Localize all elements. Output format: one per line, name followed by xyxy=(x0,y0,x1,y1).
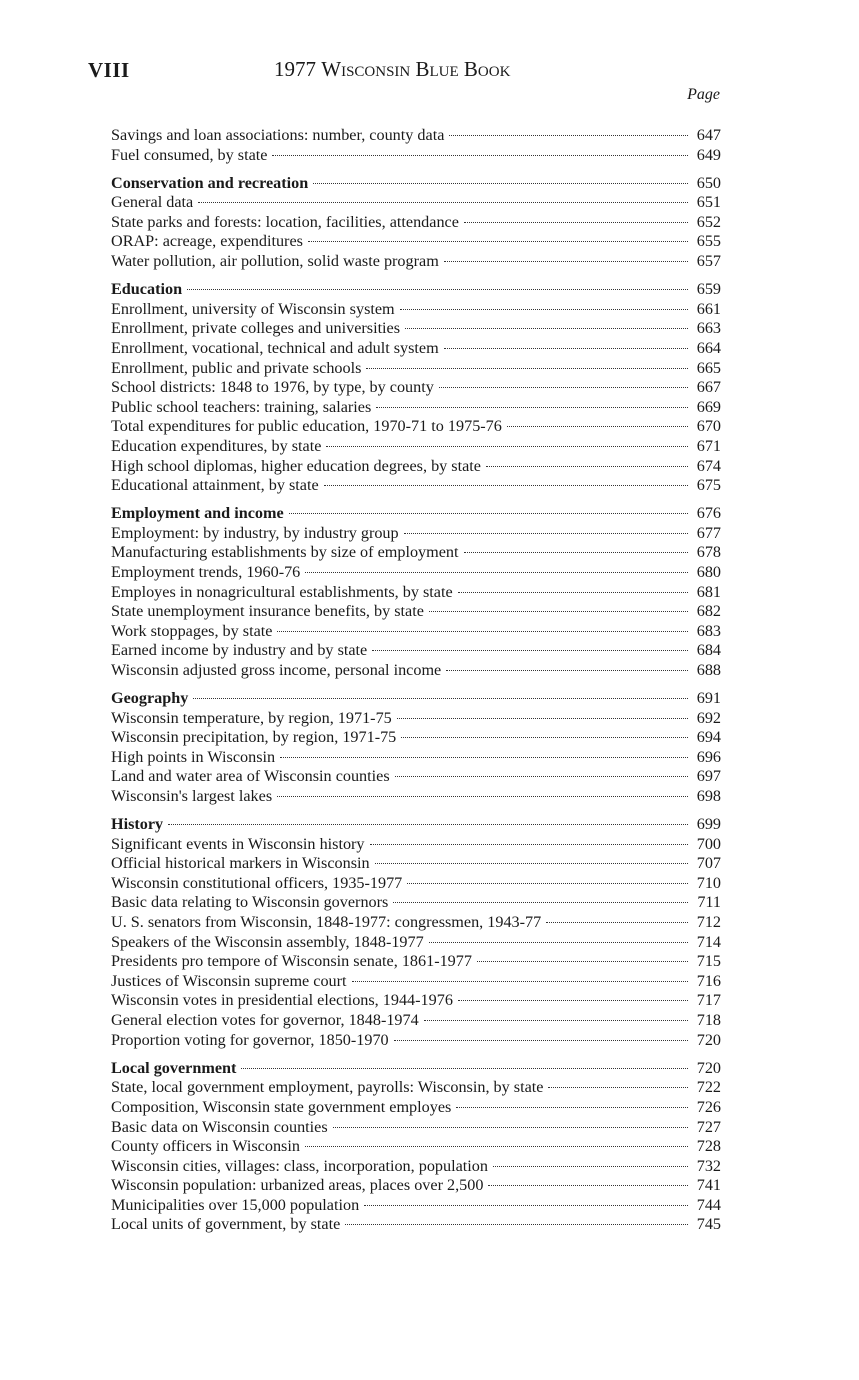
toc-entry xyxy=(111,359,721,379)
toc-entry-label: Basic data on Wisconsin counties xyxy=(111,1117,328,1136)
toc-entry-label: Public school teachers: training, salaries xyxy=(111,397,372,416)
toc-entry-label: Wisconsin precipitation, by region, 1971-75 xyxy=(111,728,397,747)
toc-page-number: 697 xyxy=(696,767,721,786)
dot-leader xyxy=(333,1127,688,1128)
toc-entry xyxy=(111,398,721,418)
toc-entry-label: Basic data relating to Wisconsin governors xyxy=(111,893,389,912)
toc-entry-label: School districts: 1848 to 1976, by type, by county xyxy=(111,378,434,397)
toc-entry-label: Employment: by industry, by industry group xyxy=(111,523,399,542)
toc-page-number: 696 xyxy=(696,747,721,766)
toc-page-number: 682 xyxy=(696,602,721,621)
toc-page-number: 684 xyxy=(696,641,721,660)
toc-entry-label: General election votes for governor, 1848-1974 xyxy=(111,1011,419,1030)
toc-entry-label: Composition, Wisconsin state government employes xyxy=(111,1097,452,1116)
toc-page-number: 717 xyxy=(696,991,721,1010)
toc-page-number: 711 xyxy=(697,893,721,912)
toc-section-heading xyxy=(111,280,721,300)
toc-entry-label: Presidents pro tempore of Wisconsin senate, 1861-1977 xyxy=(111,952,472,971)
dot-leader xyxy=(424,1020,688,1021)
toc-page-number: 683 xyxy=(696,621,721,640)
toc-entry xyxy=(111,748,721,768)
dot-leader xyxy=(352,981,688,982)
toc-entry-label: ORAP: acreage, expenditures xyxy=(111,232,303,251)
toc-entry-label: U. S. senators from Wisconsin, 1848-1977: congressmen, 1943-77 xyxy=(111,913,542,932)
toc-page-number: 720 xyxy=(696,1058,721,1077)
toc-entry xyxy=(111,641,721,661)
toc-entry xyxy=(111,232,721,252)
roman-page-number: VIII xyxy=(88,58,130,82)
toc-page-number: 680 xyxy=(696,562,721,581)
toc-page-number: 722 xyxy=(696,1078,721,1097)
toc-entry xyxy=(111,563,721,583)
toc-entry xyxy=(111,991,721,1011)
dot-leader xyxy=(493,1166,688,1167)
toc-entry xyxy=(111,146,721,166)
toc-entry-label: Wisconsin votes in presidential elections, 1944-1976 xyxy=(111,991,453,1010)
toc-entry xyxy=(111,524,721,544)
toc-section-heading xyxy=(111,1059,721,1079)
dot-leader xyxy=(372,650,688,651)
toc-heading-label: Geography xyxy=(111,689,189,708)
toc-page-number: 681 xyxy=(696,582,721,601)
toc-page-number: 712 xyxy=(696,913,721,932)
toc-page-number: 651 xyxy=(696,193,721,212)
toc-entry-label: Earned income by industry and by state xyxy=(111,641,368,660)
dot-leader xyxy=(458,592,688,593)
toc-page-number: 745 xyxy=(696,1215,721,1234)
toc-entry xyxy=(111,1118,721,1138)
toc-entry xyxy=(111,1098,721,1118)
toc-entry xyxy=(111,319,721,339)
toc-entry-label: Significant events in Wisconsin history xyxy=(111,834,365,853)
toc-entry xyxy=(111,252,721,272)
dot-leader xyxy=(345,1224,688,1225)
toc-page-number: 650 xyxy=(696,173,721,192)
toc-page-number: 699 xyxy=(696,815,721,834)
toc-entry-label: Total expenditures for public education, 1970-71 to 1975-76 xyxy=(111,417,502,436)
toc-page-number: 692 xyxy=(696,708,721,727)
dot-leader xyxy=(277,796,688,797)
dot-leader xyxy=(375,863,688,864)
dot-leader xyxy=(439,387,688,388)
toc-page-number: 714 xyxy=(696,932,721,951)
dot-leader xyxy=(429,611,688,612)
toc-page-number: 726 xyxy=(696,1097,721,1116)
dot-leader xyxy=(488,1185,688,1186)
dot-leader xyxy=(477,961,688,962)
dot-leader xyxy=(364,1205,688,1206)
page-column-label: Page xyxy=(687,86,720,103)
toc-page-number: 649 xyxy=(696,145,721,164)
toc-entry xyxy=(111,709,721,729)
dot-leader xyxy=(444,261,688,262)
dot-leader xyxy=(305,572,688,573)
toc-heading-label: Education xyxy=(111,280,183,299)
toc-page-number: 671 xyxy=(696,436,721,455)
toc-entry xyxy=(111,378,721,398)
dot-leader xyxy=(393,902,688,903)
dot-leader xyxy=(193,698,688,699)
toc-entry xyxy=(111,1011,721,1031)
toc-page-number: 716 xyxy=(696,971,721,990)
toc-section xyxy=(111,689,721,807)
toc-page-number: 647 xyxy=(696,126,721,144)
toc-heading-label: Conservation and recreation xyxy=(111,173,309,192)
toc-page-number: 707 xyxy=(696,854,721,873)
toc-page-number: 665 xyxy=(696,358,721,377)
toc-entry xyxy=(111,1078,721,1098)
dot-leader xyxy=(404,533,688,534)
dot-leader xyxy=(548,1087,688,1088)
toc-page-number: 718 xyxy=(696,1011,721,1030)
toc-entry xyxy=(111,1215,721,1235)
toc-entry xyxy=(111,543,721,563)
toc-entry xyxy=(111,972,721,992)
toc-entry xyxy=(111,417,721,437)
toc-entry-label: Wisconsin's largest lakes xyxy=(111,787,273,805)
toc-section-heading xyxy=(111,689,721,709)
toc-page-number: 710 xyxy=(696,873,721,892)
toc-entry-label: Work stoppages, by state xyxy=(111,621,273,640)
toc-entry xyxy=(111,661,721,681)
toc-section xyxy=(111,174,721,272)
toc-page-number: 741 xyxy=(696,1176,721,1195)
toc-section xyxy=(111,280,721,496)
toc-heading-label: History xyxy=(111,815,164,834)
toc-entry-label: Municipalities over 15,000 population xyxy=(111,1195,360,1214)
toc-entry xyxy=(111,1137,721,1157)
toc-entry-label: Wisconsin population: urbanized areas, places over 2,500 xyxy=(111,1176,484,1195)
table-of-contents xyxy=(111,126,721,1244)
toc-page-number: 675 xyxy=(696,476,721,495)
toc-entry-label: Enrollment, vocational, technical and adult system xyxy=(111,338,439,357)
toc-entry xyxy=(111,437,721,457)
toc-page-number: 688 xyxy=(696,660,721,679)
toc-entry-label: Enrollment, private colleges and universities xyxy=(111,319,401,338)
dot-leader xyxy=(429,942,688,943)
toc-entry-label: General data xyxy=(111,193,194,212)
toc-page-number: 677 xyxy=(696,523,721,542)
toc-entry-label: Proportion voting for governor, 1850-1970 xyxy=(111,1030,389,1049)
toc-entry xyxy=(111,728,721,748)
toc-entry-label: State, local government employment, payrolls: Wisconsin, by state xyxy=(111,1078,544,1097)
dot-leader xyxy=(308,241,688,242)
toc-page-number: 694 xyxy=(696,728,721,747)
toc-page-number: 663 xyxy=(696,319,721,338)
toc-entry xyxy=(111,300,721,320)
toc-entry-label: Justices of Wisconsin supreme court xyxy=(111,971,347,990)
toc-page-number: 655 xyxy=(696,232,721,251)
toc-entry xyxy=(111,1196,721,1216)
dot-leader xyxy=(444,348,688,349)
dot-leader xyxy=(168,824,688,825)
dot-leader xyxy=(464,222,688,223)
dot-leader xyxy=(277,631,688,632)
dot-leader xyxy=(400,309,688,310)
dot-leader xyxy=(456,1107,688,1108)
running-title-year: 1977 xyxy=(274,57,316,81)
toc-page-number: 657 xyxy=(696,252,721,271)
toc-page-number: 727 xyxy=(696,1117,721,1136)
toc-entry xyxy=(111,1176,721,1196)
toc-entry-label: Employes in nonagricultural establishments, by state xyxy=(111,582,453,601)
toc-page-number: 728 xyxy=(696,1137,721,1156)
dot-leader xyxy=(507,426,688,427)
toc-section-heading xyxy=(111,174,721,194)
toc-entry xyxy=(111,933,721,953)
toc-entry-label: Speakers of the Wisconsin assembly, 1848-1977 xyxy=(111,932,424,951)
toc-entry-label: State unemployment insurance benefits, by state xyxy=(111,602,424,621)
toc-heading-label: Local government xyxy=(111,1058,237,1077)
dot-leader xyxy=(198,202,688,203)
toc-entry-label: Water pollution, air pollution, solid waste program xyxy=(111,252,439,271)
dot-leader xyxy=(486,466,688,467)
toc-entry-label: Education expenditures, by state xyxy=(111,436,322,455)
toc-entry xyxy=(111,339,721,359)
toc-entry-label: High points in Wisconsin xyxy=(111,747,276,766)
toc-section xyxy=(111,815,721,1050)
toc-entry xyxy=(111,787,721,807)
toc-section-heading xyxy=(111,815,721,835)
toc-entry xyxy=(111,476,721,496)
toc-entry-label: Official historical markers in Wisconsin xyxy=(111,854,370,873)
toc-page-number: 667 xyxy=(696,378,721,397)
dot-leader xyxy=(241,1068,688,1069)
toc-entry-label: High school diplomas, higher education degrees, by state xyxy=(111,456,481,475)
toc-entry xyxy=(111,1157,721,1177)
toc-entry-label: State parks and forests: location, facilities, attendance xyxy=(111,212,459,231)
toc-entry xyxy=(111,893,721,913)
toc-entry xyxy=(111,952,721,972)
toc-page-number: 678 xyxy=(696,543,721,562)
toc-entry-label: Employment trends, 1960-76 xyxy=(111,562,301,581)
toc-section xyxy=(111,126,721,165)
toc-entry xyxy=(111,126,721,146)
toc-entry-label: Manufacturing establishments by size of employment xyxy=(111,543,459,562)
dot-leader xyxy=(405,328,688,329)
toc-entry-label: Enrollment, university of Wisconsin system xyxy=(111,299,395,318)
toc-page-number: 700 xyxy=(696,834,721,853)
dot-leader xyxy=(464,552,688,553)
toc-entry xyxy=(111,193,721,213)
dot-leader xyxy=(272,155,688,156)
dot-leader xyxy=(324,485,688,486)
toc-entry-label: Savings and loan associations: number, county data xyxy=(111,126,445,144)
toc-entry-label: Land and water area of Wisconsin counties xyxy=(111,767,390,786)
dot-leader xyxy=(280,757,688,758)
dot-leader xyxy=(370,844,688,845)
toc-entry xyxy=(111,767,721,787)
dot-leader xyxy=(407,883,688,884)
toc-heading-label: Employment and income xyxy=(111,504,284,523)
dot-leader xyxy=(397,718,688,719)
toc-section-heading xyxy=(111,504,721,524)
running-title-name: Wisconsin Blue Book xyxy=(321,57,511,81)
toc-entry-label: Wisconsin adjusted gross income, personal income xyxy=(111,660,442,679)
toc-page-number: 670 xyxy=(696,417,721,436)
toc-page-number: 676 xyxy=(696,504,721,523)
toc-page-number: 698 xyxy=(696,787,721,805)
dot-leader xyxy=(326,446,688,447)
toc-page-number: 664 xyxy=(696,338,721,357)
dot-leader xyxy=(289,513,688,514)
dot-leader xyxy=(305,1146,688,1147)
toc-page-number: 652 xyxy=(696,212,721,231)
toc-section xyxy=(111,504,721,680)
dot-leader xyxy=(546,922,688,923)
toc-entry-label: Local units of government, by state xyxy=(111,1215,341,1234)
toc-entry xyxy=(111,854,721,874)
toc-entry xyxy=(111,457,721,477)
toc-page-number: 720 xyxy=(696,1030,721,1049)
toc-entry-label: Educational attainment, by state xyxy=(111,476,319,495)
dot-leader xyxy=(458,1000,688,1001)
toc-entry xyxy=(111,583,721,603)
toc-page-number: 744 xyxy=(696,1195,721,1214)
toc-page-number: 661 xyxy=(696,299,721,318)
dot-leader xyxy=(366,368,688,369)
toc-entry-label: Wisconsin temperature, by region, 1971-75 xyxy=(111,708,392,727)
toc-entry-label: Wisconsin constitutional officers, 1935-1977 xyxy=(111,873,403,892)
toc-entry xyxy=(111,913,721,933)
toc-page-number: 674 xyxy=(696,456,721,475)
toc-entry-label: Fuel consumed, by state xyxy=(111,145,268,164)
toc-page-number: 669 xyxy=(696,397,721,416)
dot-leader xyxy=(449,135,688,136)
toc-entry xyxy=(111,213,721,233)
toc-entry xyxy=(111,874,721,894)
toc-page-number: 715 xyxy=(696,952,721,971)
dot-leader xyxy=(401,737,688,738)
running-title xyxy=(274,57,510,82)
dot-leader xyxy=(187,289,688,290)
toc-entry xyxy=(111,622,721,642)
toc-entry xyxy=(111,602,721,622)
toc-page-number: 732 xyxy=(696,1156,721,1175)
dot-leader xyxy=(394,1040,688,1041)
toc-section xyxy=(111,1059,721,1235)
toc-entry-label: Wisconsin cities, villages: class, incorporation, population xyxy=(111,1156,488,1175)
dot-leader xyxy=(395,776,688,777)
dot-leader xyxy=(313,183,688,184)
toc-entry-label: County officers in Wisconsin xyxy=(111,1137,300,1156)
dot-leader xyxy=(446,670,688,671)
dot-leader xyxy=(376,407,688,408)
toc-entry xyxy=(111,1031,721,1051)
toc-entry xyxy=(111,835,721,855)
toc-entry-label: Enrollment, public and private schools xyxy=(111,358,362,377)
toc-page-number: 691 xyxy=(696,689,721,708)
toc-page-number: 659 xyxy=(696,280,721,299)
